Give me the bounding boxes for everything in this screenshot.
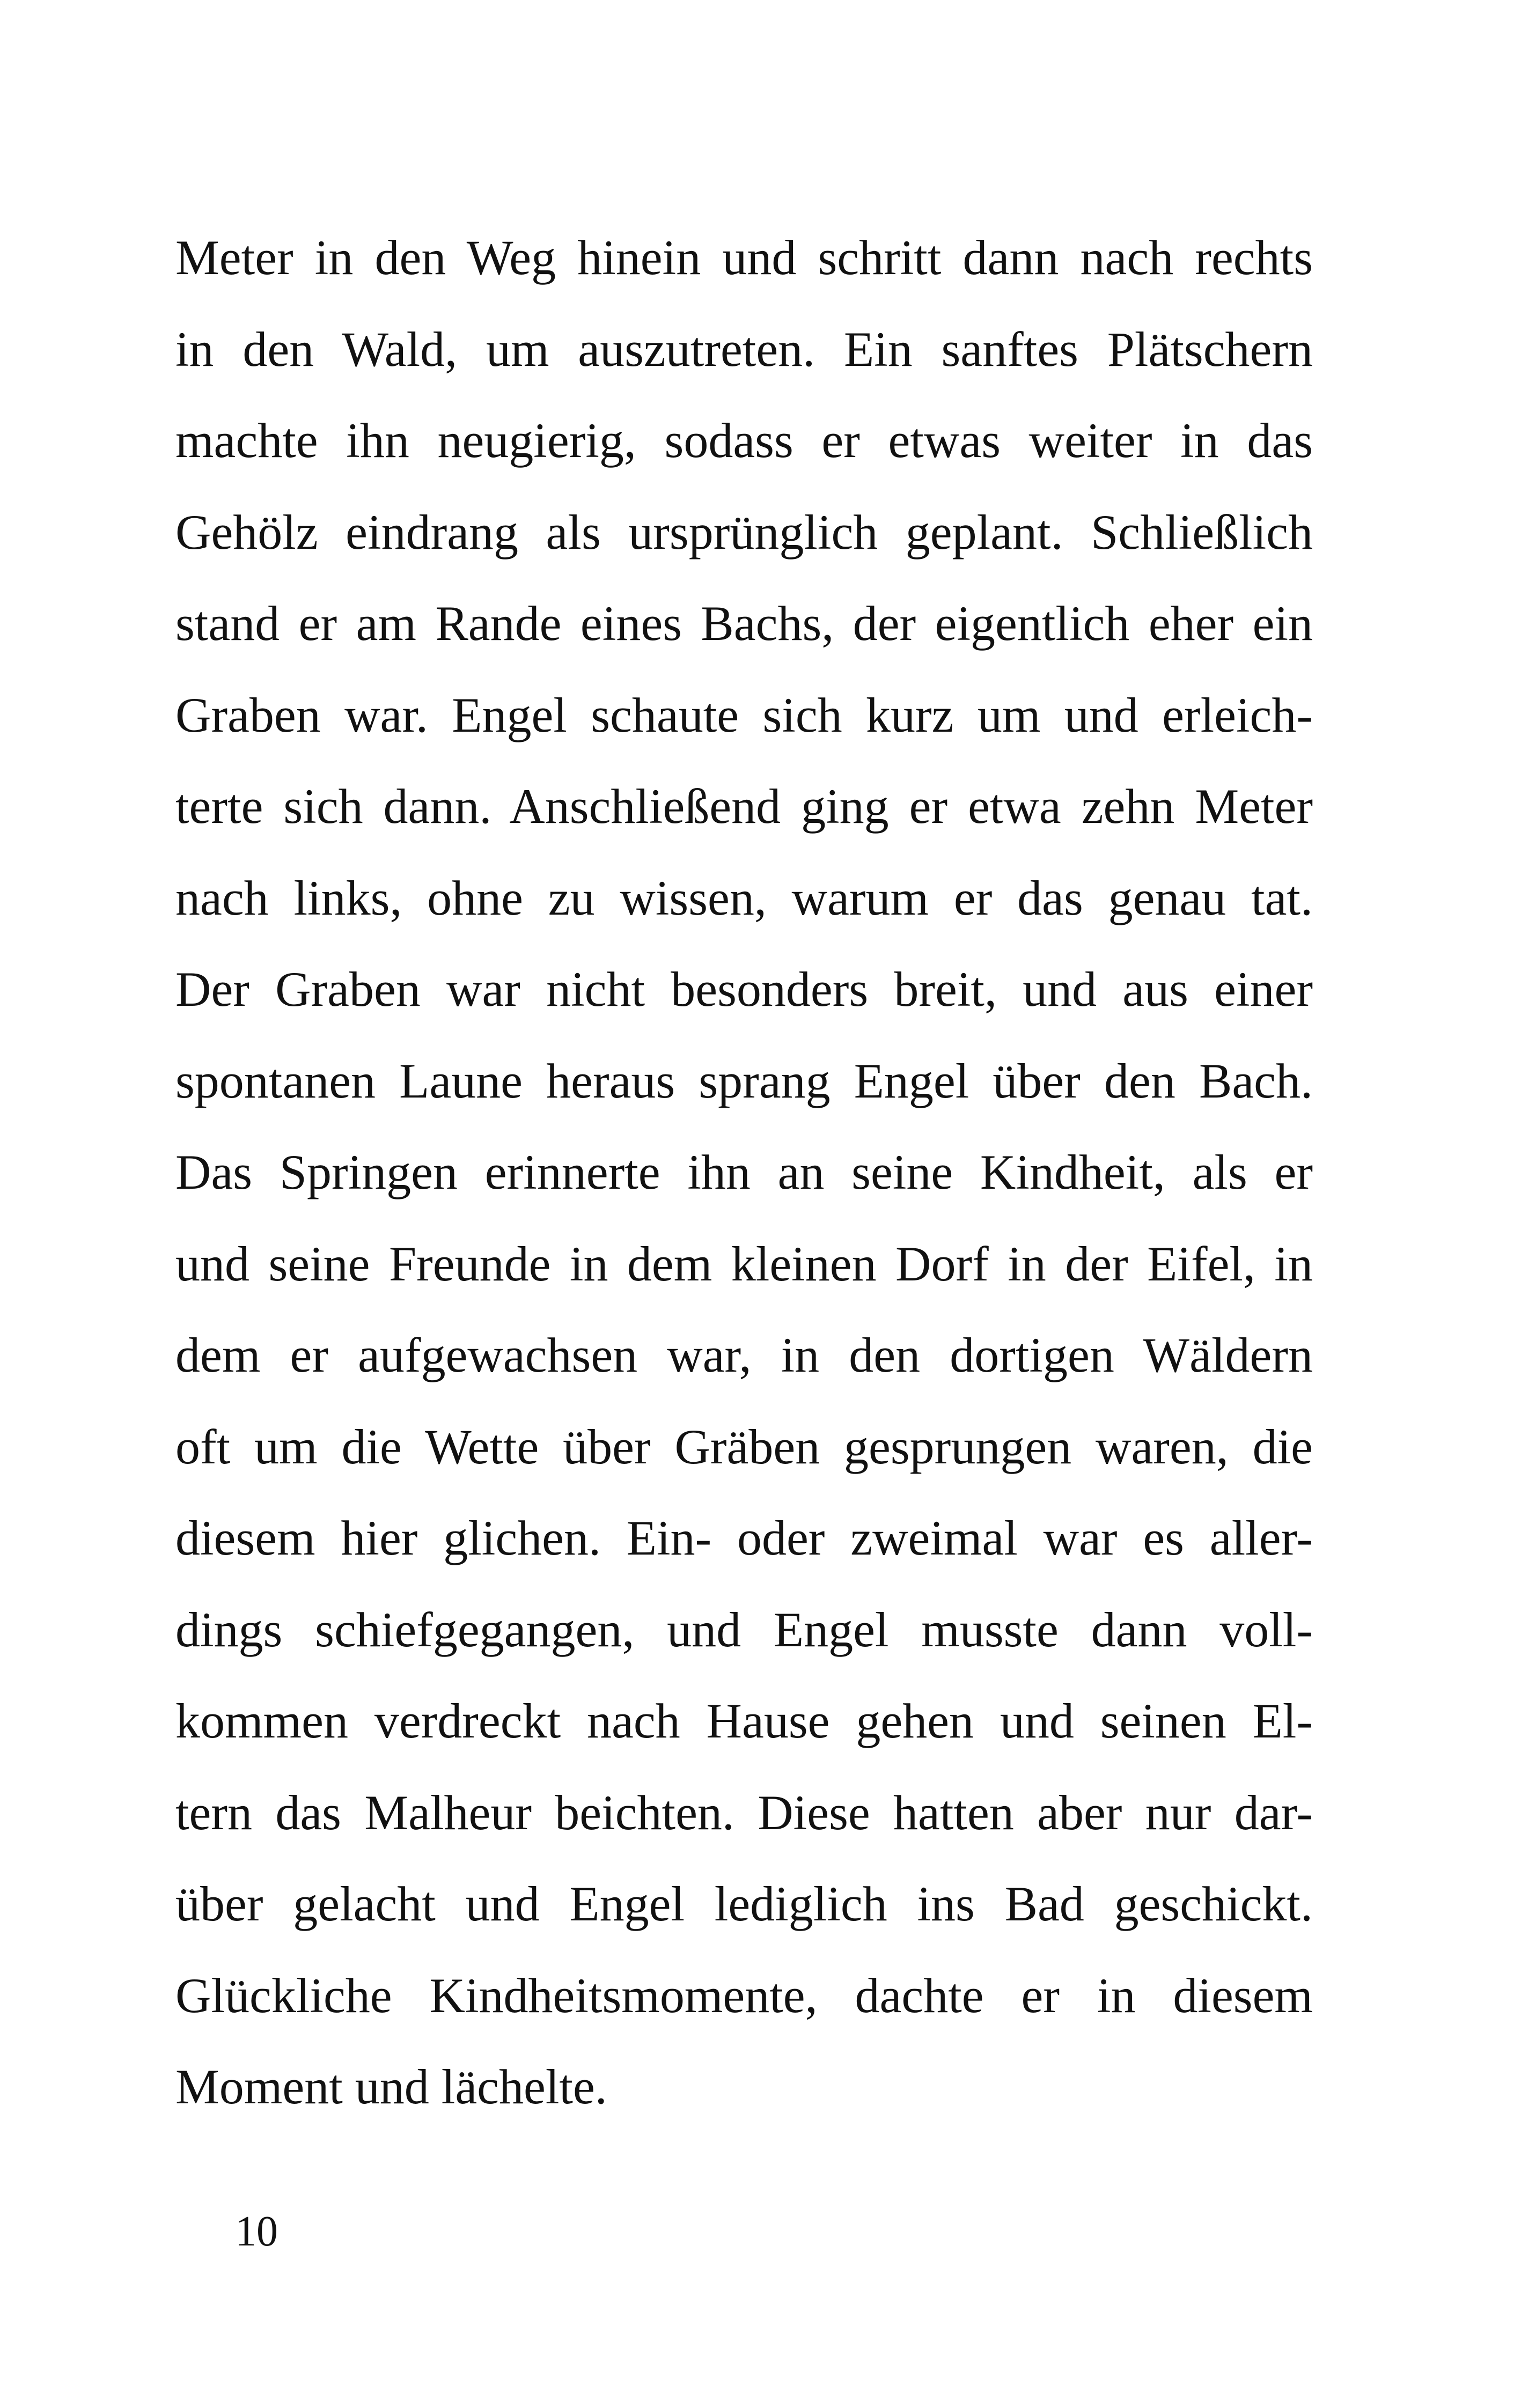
text-line: Graben war. Engel schaute sich kurz um und erleich- xyxy=(175,687,1313,742)
text-line: Der Graben war nicht besonders breit, und aus einer xyxy=(175,962,1313,1017)
text-line: nach links, ohne zu wissen, warum er das genau tat. xyxy=(175,870,1313,925)
text-line: über gelacht und Engel lediglich ins Bad geschickt. xyxy=(175,1876,1313,1931)
text-line: stand er am Rande eines Bachs, der eigentlich eher ein xyxy=(175,596,1313,651)
text-line: und seine Freunde in dem kleinen Dorf in der Eifel, in xyxy=(175,1236,1313,1291)
text-line: oft um die Wette über Gräben gesprungen waren, die xyxy=(175,1419,1313,1474)
text-line: Das Springen erinnerte ihn an seine Kindheit, als er xyxy=(175,1145,1313,1199)
text-line: dings schiefgegangen, und Engel musste dann voll- xyxy=(175,1602,1313,1657)
text-line: Gehölz eindrang als ursprünglich geplant. Schließlich xyxy=(175,504,1313,559)
text-line: spontanen Laune heraus sprang Engel über den Bach. xyxy=(175,1053,1313,1108)
body-text xyxy=(175,212,1313,2133)
text-line: Glückliche Kindheitsmomente, dachte er in diesem xyxy=(175,1968,1313,2023)
text-line: kommen verdreckt nach Hause gehen und seinen El- xyxy=(175,1693,1313,1748)
text-line: diesem hier glichen. Ein- oder zweimal war es aller- xyxy=(175,1511,1313,1565)
text-line: tern das Malheur beichten. Diese hatten aber nur dar- xyxy=(175,1785,1313,1840)
text-line: Meter in den Weg hinein und schritt dann nach rechts xyxy=(175,230,1313,285)
text-line: machte ihn neugierig, sodass er etwas weiter in das xyxy=(175,413,1313,468)
page-number: 10 xyxy=(235,2208,278,2255)
text-line-last: Moment und lächelte. xyxy=(175,2059,607,2114)
text-line: dem er aufgewachsen war, in den dortigen Wäldern xyxy=(175,1328,1313,1382)
text-line: in den Wald, um auszutreten. Ein sanftes Plätschern xyxy=(175,321,1313,377)
text-line: terte sich dann. Anschließend ging er etwa zehn Meter xyxy=(175,779,1313,834)
